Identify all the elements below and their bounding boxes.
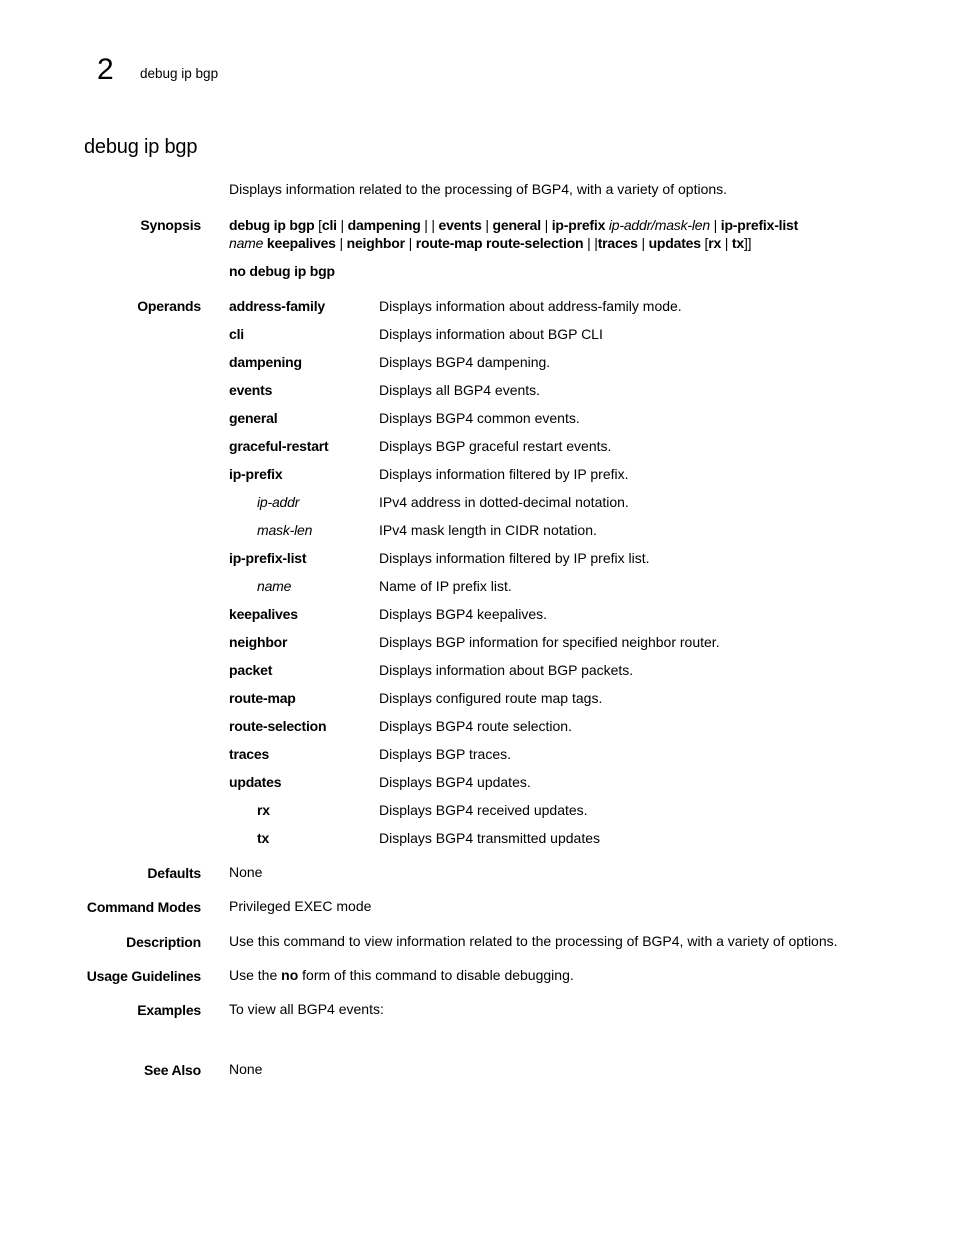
synopsis-line-2	[229, 234, 869, 252]
syn-sep: | |	[583, 235, 598, 251]
syn-bracket: [	[700, 235, 709, 251]
operand-desc: Displays BGP4 updates.	[379, 774, 531, 790]
operand-subterm: mask-len	[257, 522, 313, 538]
usage-keyword: no	[281, 967, 299, 983]
syn-bracket: ]]	[743, 235, 752, 251]
usage-post: form of this command to disable debugging.	[298, 967, 574, 983]
operand-desc: Displays BGP4 received updates.	[379, 802, 588, 818]
syn-bracket: [	[314, 217, 322, 233]
examples-value: To view all BGP4 events:	[229, 1001, 384, 1017]
description-label: Description	[126, 934, 201, 950]
operand-desc: Displays all BGP4 events.	[379, 382, 541, 398]
syn-cmd: debug ip bgp	[229, 217, 315, 233]
operand-desc: Name of IP prefix list.	[379, 578, 512, 594]
operand-desc: Displays information filtered by IP prefix list.	[379, 550, 650, 566]
synopsis-label: Synopsis	[140, 217, 201, 233]
operand-term: updates	[229, 774, 282, 790]
operand-term: general	[229, 410, 278, 426]
synopsis-no-form: no debug ip bgp	[229, 263, 335, 279]
page-title: debug ip bgp	[84, 136, 198, 158]
usage-guidelines-value	[229, 966, 574, 984]
operand-desc: Displays information about BGP CLI	[379, 326, 603, 342]
operand-desc: Displays information filtered by IP prefix.	[379, 466, 629, 482]
syn-sep: |	[481, 217, 493, 233]
command-modes-label: Command Modes	[86, 899, 201, 915]
syn-events: events	[438, 217, 482, 233]
see-also-label: See Also	[143, 1062, 201, 1078]
usage-guidelines-label: Usage Guidelines	[86, 968, 201, 984]
syn-sep: | |	[420, 217, 439, 233]
syn-neighbor: neighbor	[346, 235, 405, 251]
syn-keepalives: keepalives	[263, 235, 336, 251]
syn-sep: |	[540, 217, 552, 233]
syn-tx: tx	[731, 235, 744, 251]
syn-ip-prefix-arg: ip-addr/mask-len	[605, 217, 710, 233]
syn-sep: |	[637, 235, 649, 251]
syn-ip-prefix: ip-prefix	[551, 217, 606, 233]
operand-desc: Displays BGP information for specified neighbor router.	[379, 634, 720, 650]
operand-term: ip-prefix	[229, 466, 283, 482]
syn-sep: |	[709, 217, 721, 233]
operand-term: route-selection	[229, 718, 327, 734]
syn-rx: rx	[708, 235, 722, 251]
operand-desc: Displays BGP traces.	[379, 746, 512, 762]
synopsis-line-1	[229, 216, 869, 234]
operand-desc: Displays BGP4 dampening.	[379, 354, 551, 370]
examples-label: Examples	[137, 1002, 201, 1018]
operand-desc: Displays BGP graceful restart events.	[379, 438, 612, 454]
syn-ip-prefix-list: ip-prefix-list	[720, 217, 799, 233]
syn-cli: cli	[321, 217, 337, 233]
running-header: debug ip bgp	[140, 66, 219, 81]
operand-term: cli	[229, 326, 244, 342]
operand-desc: Displays BGP4 route selection.	[379, 718, 572, 734]
operand-term: packet	[229, 662, 273, 678]
operand-subterm: ip-addr	[257, 494, 300, 510]
syn-sep: |	[721, 235, 732, 251]
syn-route-map-selection: route-map route-selection	[415, 235, 584, 251]
operand-term: dampening	[229, 354, 302, 370]
see-also-value: None	[229, 1061, 263, 1077]
operand-desc: IPv4 address in dotted-decimal notation.	[379, 494, 629, 510]
syn-sep: |	[335, 235, 347, 251]
operand-subterm: name	[257, 578, 292, 594]
operand-desc: Displays BGP4 transmitted updates	[379, 830, 600, 846]
operand-desc: Displays BGP4 keepalives.	[379, 606, 548, 622]
operand-desc: IPv4 mask length in CIDR notation.	[379, 522, 597, 538]
command-modes-value: Privileged EXEC mode	[229, 898, 372, 914]
operand-term: traces	[229, 746, 270, 762]
defaults-label: Defaults	[147, 865, 201, 881]
usage-pre: Use the	[229, 967, 282, 983]
syn-sep: |	[404, 235, 416, 251]
operand-desc: Displays information about BGP packets.	[379, 662, 634, 678]
operand-term: route-map	[229, 690, 296, 706]
operand-term: address-family	[229, 298, 326, 314]
syn-general: general	[492, 217, 541, 233]
operand-desc: Displays configured route map tags.	[379, 690, 603, 706]
intro-text: Displays information related to the processing of BGP4, with a variety of options.	[229, 181, 728, 197]
syn-updates: updates	[648, 235, 701, 251]
syn-dampening: dampening	[347, 217, 421, 233]
operand-subterm: tx	[257, 830, 270, 846]
chapter-number: 2	[97, 53, 114, 86]
operand-term: ip-prefix-list	[229, 550, 307, 566]
syn-name-arg: name	[229, 235, 264, 251]
syn-traces: traces	[597, 235, 638, 251]
operand-desc: Displays BGP4 common events.	[379, 410, 580, 426]
operand-term: keepalives	[229, 606, 298, 622]
operand-term: events	[229, 382, 273, 398]
operand-term: neighbor	[229, 634, 288, 650]
syn-sep: |	[336, 217, 348, 233]
operand-desc: Displays information about address-family mode.	[379, 298, 682, 314]
operand-subterm: rx	[257, 802, 270, 818]
defaults-value: None	[229, 864, 263, 880]
operand-term: graceful-restart	[229, 438, 329, 454]
operands-label: Operands	[137, 298, 201, 314]
description-value: Use this command to view information related to the processing of BGP4, with a variety of options.	[229, 933, 838, 949]
